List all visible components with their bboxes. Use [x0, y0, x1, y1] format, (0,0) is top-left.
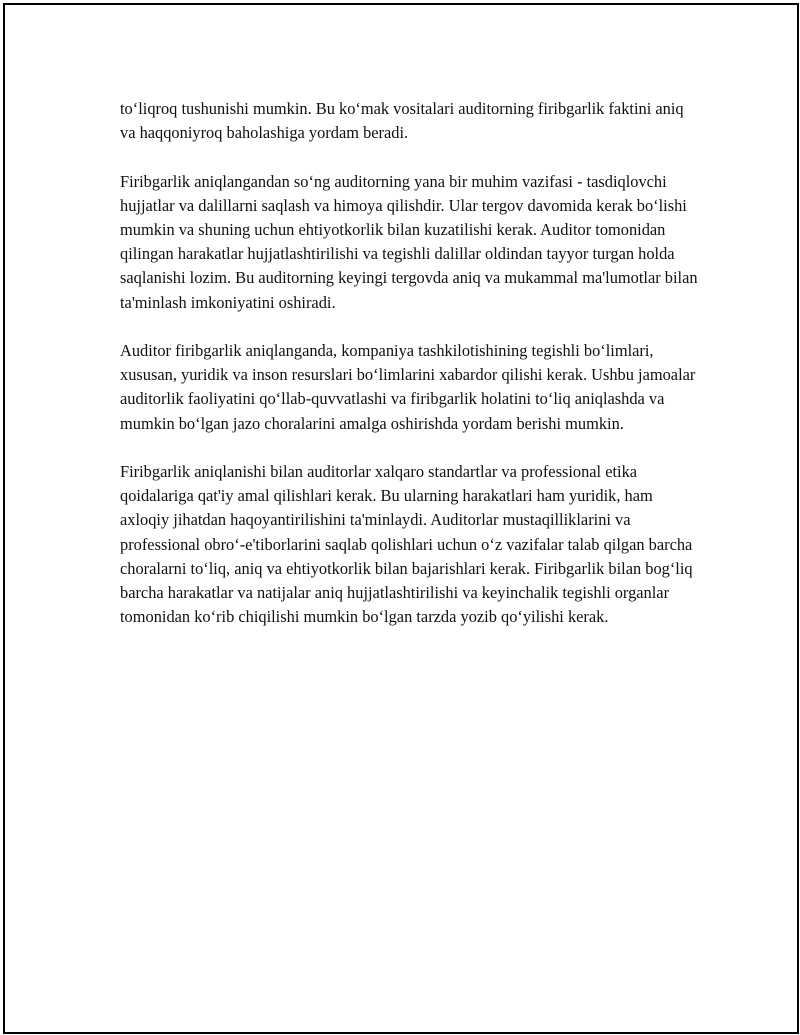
- paragraph-2: Firibgarlik aniqlangandan so‘ng auditorning yana bir muhim vazifasi - tasdiqlovchi hujjatlar va dalillarni saqlash va himoya qilishdir. Ular tergov davomida kerak bo‘lishi mumkin va shuning uchun ehtiyotkorlik bilan kuzatilishi kerak. Auditor tomonidan qilingan harakatlar hujjatlashtirilishi va tegishli dalillar oldindan tayyor turgan holda saqlanishi lozim. Bu auditorning keyingi tergovda aniq va mukammal ma'lumotlar bilan ta'minlash imkoniyatini oshiradi.: [120, 171, 698, 312]
- paragraph-3: Auditor firibgarlik aniqlanganda, kompaniya tashkilotishining tegishli bo‘limlari, xususan, yuridik va inson resurslari bo‘limlarini xabardor qilishi kerak. Ushbu jamoalar auditorlik faoliyatini qo‘llab-quvvatlashi va firibgarlik holatini to‘liq aniqlashda va mumkin bo‘lgan jazo choralarini amalga oshirishda yordam berishi mumkin.: [120, 341, 696, 433]
- document-page: [3, 3, 799, 1034]
- paragraph-4: Firibgarlik aniqlanishi bilan auditorlar xalqaro standartlar va professional etika qoidalariga qat'iy amal qilishlari kerak. Bu ularning harakatlari ham yuridik, ham axloqiy jihatdan haqoyantirilishini ta'minlaydi. Auditorlar mustaqilliklarini va professional obro‘-e'tiborlarini saqlab qolishlari uchun o‘z vazifalar talab qilgan barcha choralarni to‘liq, aniq va ehtiyotkorlik bilan bajarishlari kerak. Firibgarlik bilan bog‘liq barcha harakatlar va natijalar aniq hujjatlashtirilishi va keyinchalik tegishli organlar tomonidan ko‘rib chiqilishi mumkin bo‘lgan tarzda yozib qo‘yilishi kerak.: [120, 462, 693, 627]
- paragraph-1: to‘liqroq tushunishi mumkin. Bu ko‘mak vositalari auditorning firibgarlik faktini aniq va haqqoniyroq baholashiga yordam beradi.: [120, 99, 684, 143]
- document-body: [120, 97, 700, 629]
